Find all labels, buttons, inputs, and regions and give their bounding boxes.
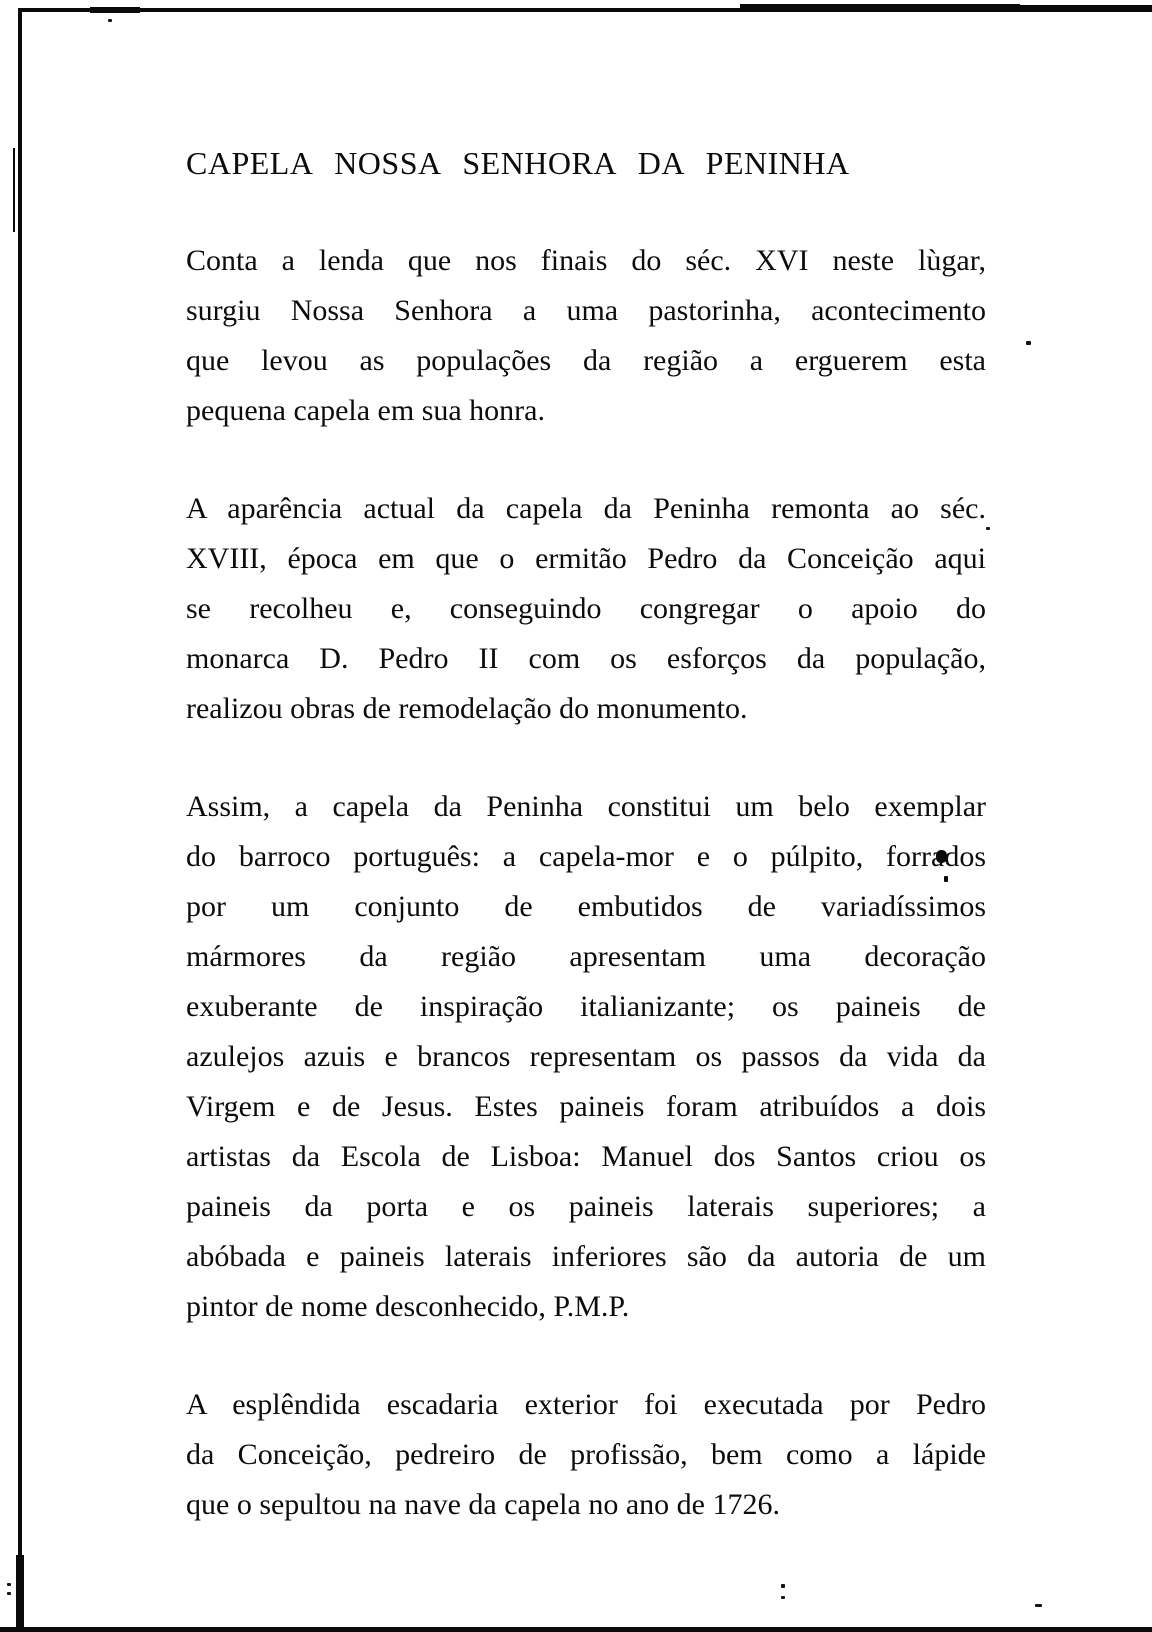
paragraph	[186, 484, 986, 734]
scan-artifact	[108, 19, 112, 22]
paragraph	[186, 1380, 986, 1530]
scan-artifact	[1035, 1604, 1042, 1607]
text-line: pequena capela em sua honra.	[186, 394, 545, 427]
paragraph	[186, 782, 986, 1332]
text-line: XVIII, época em que o ermitão Pedro da Conceição aqui	[186, 542, 986, 575]
scan-artifact	[986, 527, 990, 530]
document-body	[186, 236, 986, 1530]
scan-border-bottom	[0, 1627, 1152, 1632]
text-line: A esplêndida escadaria exterior foi executada por Pedro	[186, 1388, 986, 1421]
scan-border-top-segment	[740, 4, 1020, 11]
text-line: exuberante de inspiração italianizante; os paineis de	[186, 990, 986, 1023]
scan-artifact	[7, 1583, 11, 1586]
document-content	[186, 138, 986, 1530]
text-line: surgiu Nossa Senhora a uma pastorinha, acontecimento	[186, 294, 986, 327]
text-line: que o sepultou na nave da capela no ano de 1726.	[186, 1488, 780, 1521]
scan-border-top-segment	[1020, 5, 1152, 11]
text-line: Assim, a capela da Peninha constitui um belo exemplar	[186, 790, 986, 823]
scan-artifact	[781, 1584, 785, 1588]
text-line: artistas da Escola de Lisboa: Manuel dos Santos criou os	[186, 1140, 986, 1173]
text-line: realizou obras de remodelação do monumento.	[186, 692, 748, 725]
scan-border-left-segment	[13, 148, 15, 232]
paragraph	[186, 236, 986, 436]
scan-border-left	[18, 8, 22, 1632]
scan-border-left-segment	[16, 1555, 24, 1632]
text-line: monarca D. Pedro II com os esforços da população,	[186, 642, 986, 675]
text-line: mármores da região apresentam uma decoração	[186, 940, 986, 973]
text-line: da Conceição, pedreiro de profissão, bem como a lápide	[186, 1438, 986, 1471]
text-line: paineis da porta e os paineis laterais superiores; a	[186, 1190, 986, 1223]
text-line: A aparência actual da capela da Peninha remonta ao séc.	[186, 492, 986, 525]
scan-artifact	[781, 1596, 785, 1599]
text-line: Virgem e de Jesus. Estes paineis foram atribuídos a dois	[186, 1090, 986, 1123]
document-title: CAPELA NOSSA SENHORA DA PENINHA	[186, 145, 850, 181]
text-line: pintor de nome desconhecido, P.M.P.	[186, 1290, 630, 1323]
scan-artifact	[7, 1592, 11, 1595]
text-line: se recolheu e, conseguindo congregar o apoio do	[186, 592, 986, 625]
scan-border-top-segment	[90, 7, 140, 13]
text-line: que levou as populações da região a erguerem esta	[186, 344, 986, 377]
scan-artifact	[1026, 341, 1031, 345]
text-line: do barroco português: a capela-mor e o púlpito, forrados	[186, 840, 986, 873]
text-line: por um conjunto de embutidos de variadíssimos	[186, 890, 986, 923]
text-line: Conta a lenda que nos finais do séc. XVI neste lùgar,	[186, 244, 986, 277]
text-line: abóbada e paineis laterais inferiores são da autoria de um	[186, 1240, 986, 1273]
text-line: azulejos azuis e brancos representam os passos da vida da	[186, 1040, 986, 1073]
